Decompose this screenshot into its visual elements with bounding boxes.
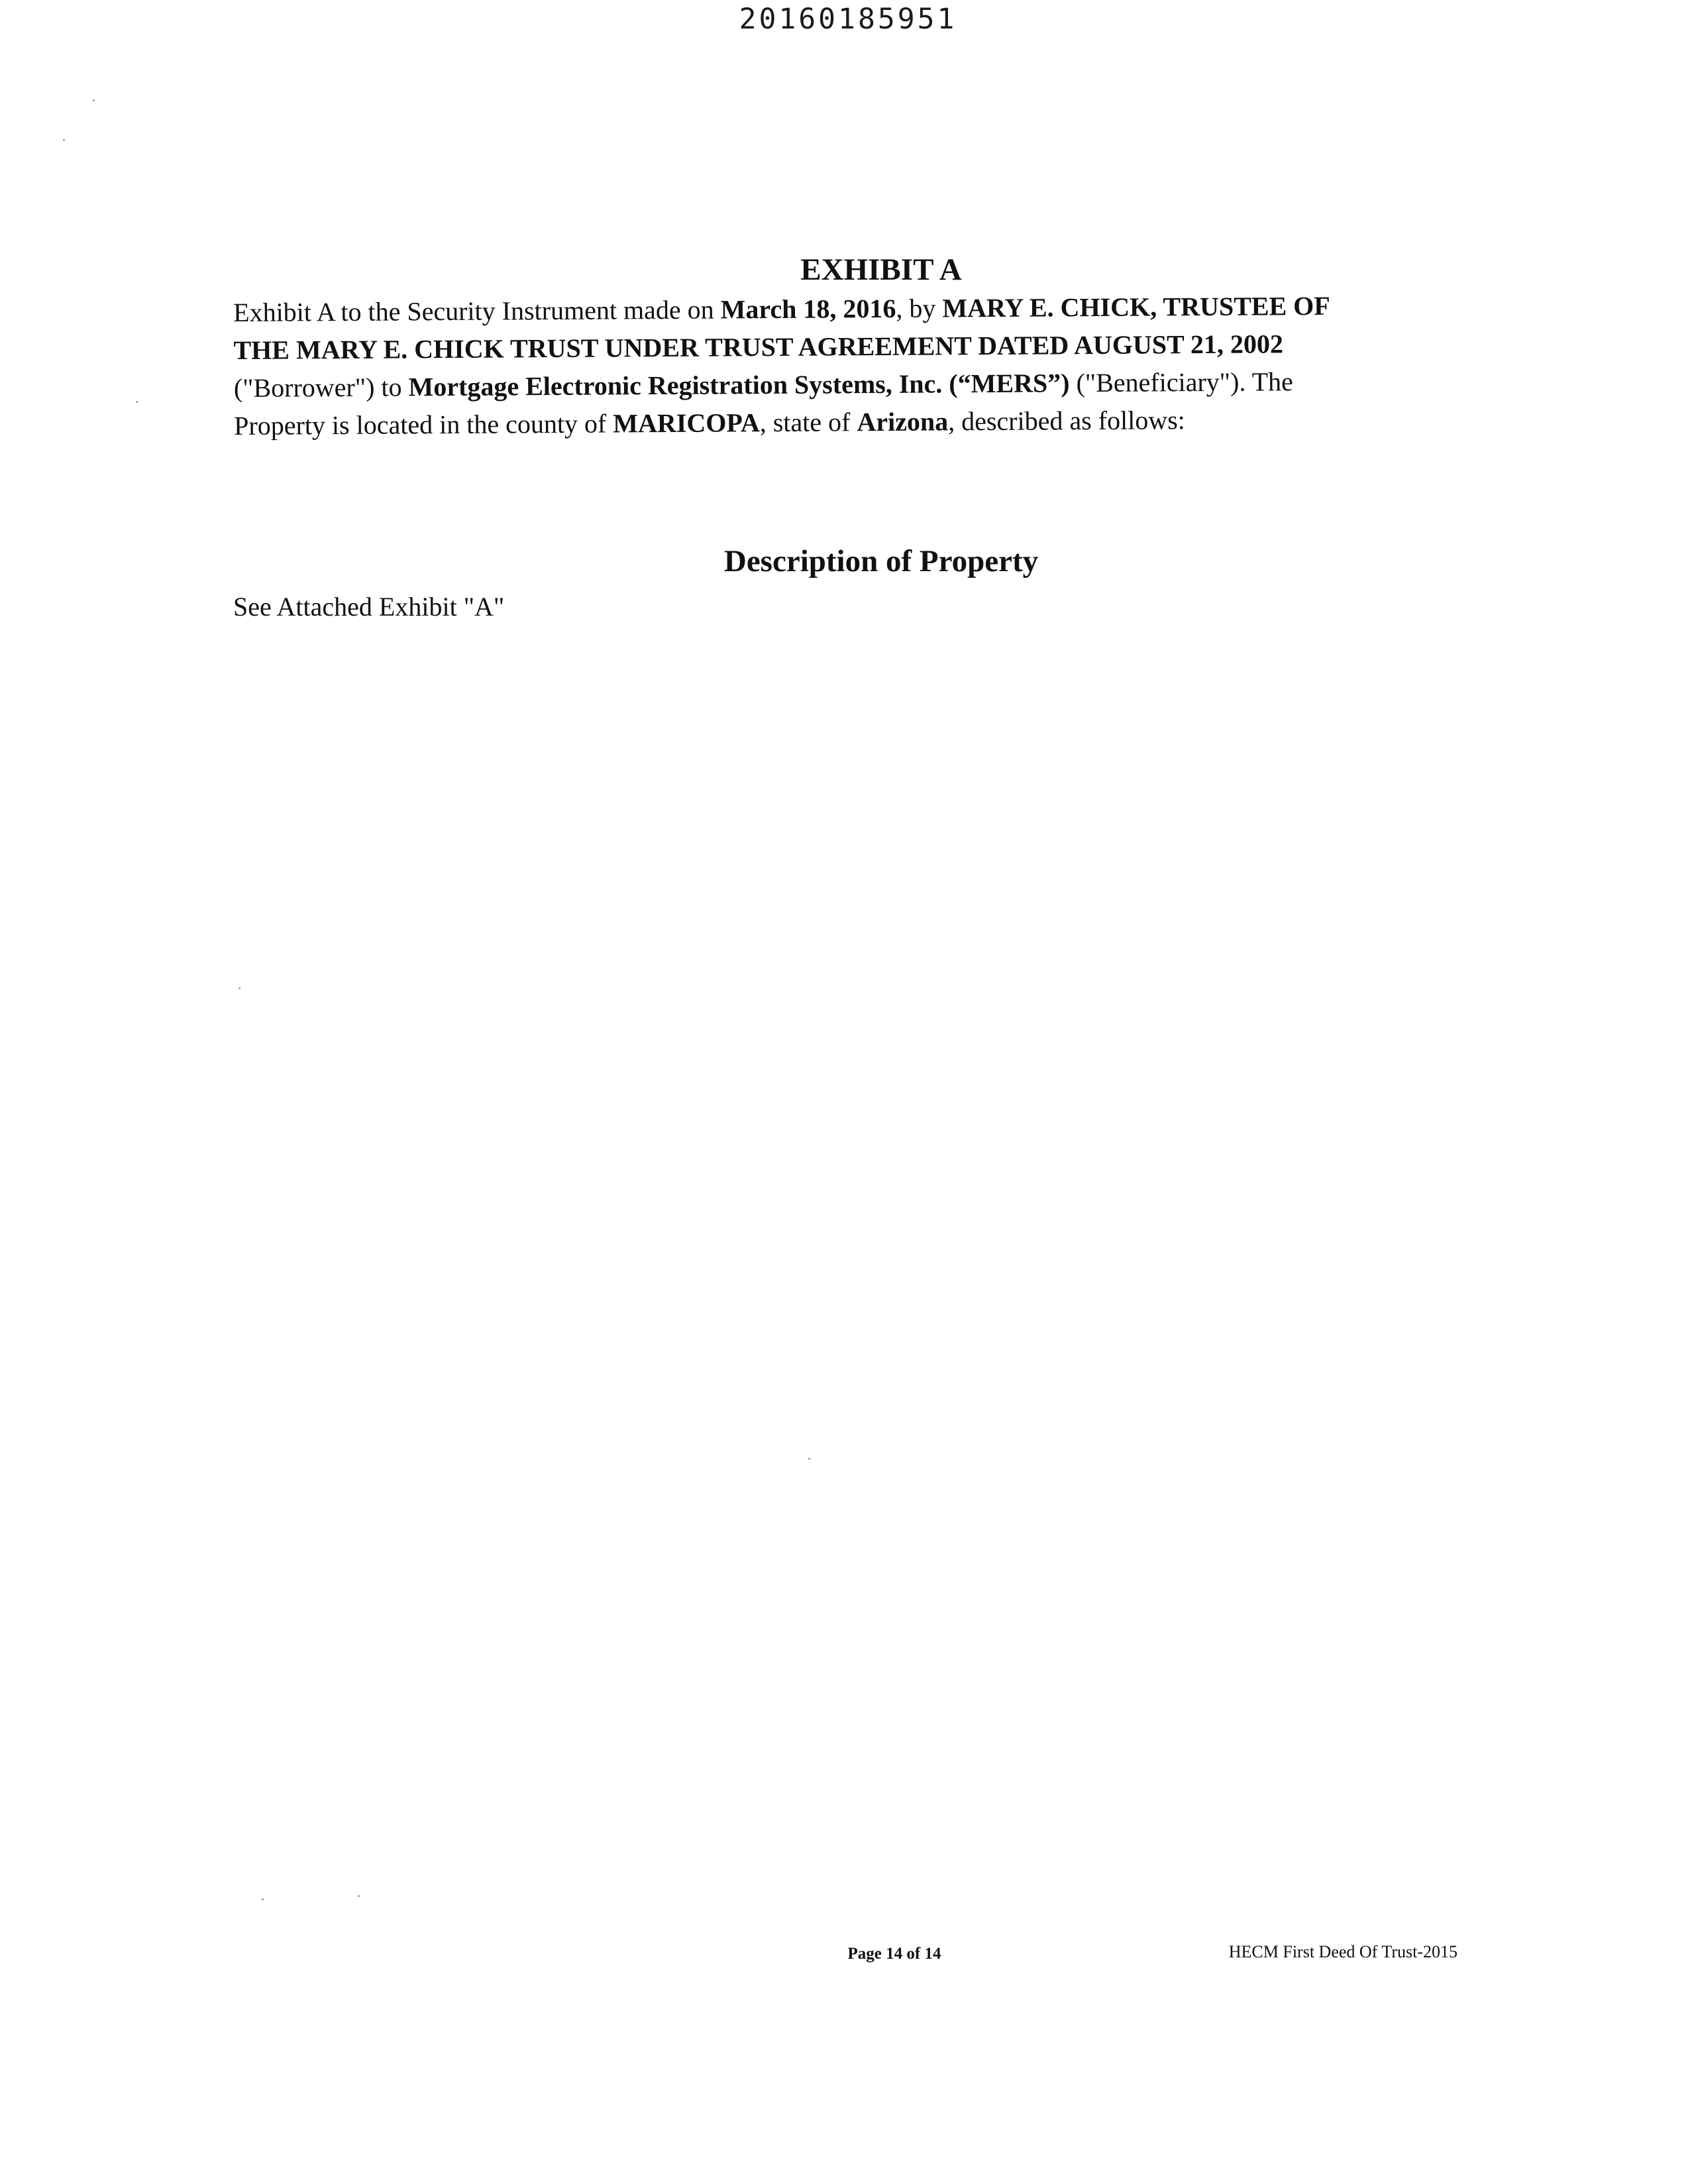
beneficiary-name: Mortgage Electronic Registration Systems, Inc. (“MERS”) (408, 368, 1070, 402)
intro-paragraph (233, 286, 1466, 445)
scan-speck (262, 1898, 264, 1900)
scan-speck (63, 139, 65, 141)
scan-speck (238, 987, 240, 989)
footer-form-name: HECM First Deed Of Trust-2015 (1228, 1942, 1458, 1961)
recording-number: 20160185951 (739, 3, 957, 36)
intro-line-4: Property is located in the county of MARICOPA, state of Arizona, described as follows: (234, 405, 1185, 441)
footer-page-number: Page 14 of 14 (847, 1945, 941, 1963)
trust-name: THE MARY E. CHICK TRUST UNDER TRUST AGREEMENT DATED AUGUST 21, 2002 (233, 329, 1284, 365)
county-name: MARICOPA (613, 408, 760, 439)
description-heading: Description of Property (723, 544, 1039, 578)
borrower-name: MARY E. CHICK, TRUSTEE OF (942, 290, 1330, 323)
description-text: See Attached Exhibit "A" (233, 592, 505, 622)
scan-speck (358, 1895, 360, 1897)
intro-line-1: Exhibit A to the Security Instrument made on March 18, 2016, by MARY E. CHICK, TRUSTEE OF (233, 290, 1330, 327)
scan-speck (136, 401, 138, 403)
exhibit-heading: EXHIBIT A (800, 252, 962, 287)
intro-line-3: ("Borrower") to Mortgage Electronic Registration Systems, Inc. (“MERS”) ("Beneficiary"). The (233, 366, 1293, 403)
state-name: Arizona (857, 406, 949, 437)
scan-speck (93, 99, 95, 101)
instrument-date: March 18, 2016 (720, 293, 896, 325)
scan-speck (808, 1458, 810, 1460)
